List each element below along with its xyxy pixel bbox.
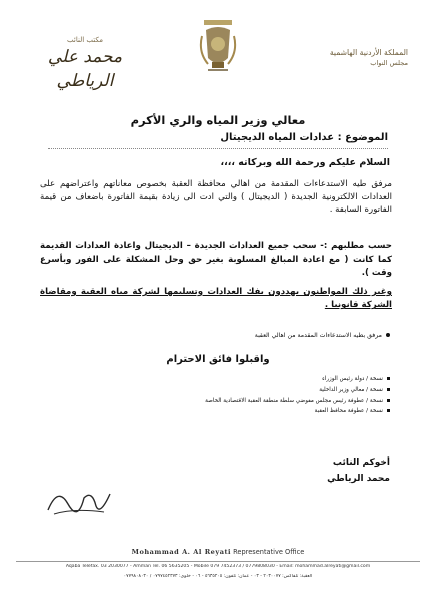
square-bullet-icon (387, 399, 390, 402)
letter-subject: الموضوع : عدادات المياه الديجيتال (220, 132, 388, 143)
letterhead-institution (298, 48, 408, 68)
kingdom-name: المملكة الأردنية الهاشمية (329, 48, 408, 57)
cc-item: نسخة / دولة رئيس الوزراء (205, 374, 390, 385)
cc-list (205, 374, 390, 417)
footer-divider (16, 561, 420, 562)
cc-item: نسخة / عطوفة محافظ العقبة (205, 406, 390, 417)
regards: واقبلوا فائق الاحترام (166, 354, 270, 365)
footer-office-name: Mohammad A. Al Reyati (131, 548, 232, 556)
footer-contact-arabic: العقبة: تلفاكس: ٢٠٣٠٠٧٧ - ٠٣ - عمان: تلفون: ٥٦٣٥٢٠٥ - ٠٦ - خلوي: ٠٧٩٧٤٥٢٣٧٣ / ٠٧٧٩٨٠٨٠٣٠ (123, 574, 313, 579)
letter-title: معالي وزير المياه والري الأكرم (130, 113, 306, 127)
footer-office (0, 548, 436, 556)
cc-item: نسخة / عطوفة رئيس مجلس مفوضي سلطة منطقة العقبة الاقتصادية الخاصة (205, 396, 390, 407)
cc-item: نسخة / معالي وزير الداخلية (205, 385, 390, 396)
square-bullet-icon (387, 409, 390, 412)
signer-name: محمد الرياطي (327, 474, 390, 484)
closing: أخوكم النائب (332, 458, 390, 468)
greeting: السلام عليكم ورحمة الله وبركاته ،،،، (220, 157, 390, 168)
enclosure-text: مرفق بطيه الاستدعاءات المقدمة من اهالي العقبة (254, 332, 382, 339)
square-bullet-icon (387, 388, 390, 391)
council-name: مجلس النواب (370, 59, 408, 67)
paragraph-1: مرفق طيه الاستدعاءات المقدمة من اهالي محافظة العقبة بخصوص معاناتهم واعتراضهم على العدادات الالكترونية الجديدة ( الديجيتال ) والتي ادت الى زيادة بقيمة الفاتورة باضعاف من قيمة الفاتورة السابقة . (40, 179, 392, 216)
enclosure-note (255, 332, 390, 339)
square-bullet-icon (387, 377, 390, 380)
paragraph-3: وغير ذلك المواطنون يهددون بفك العدادات وتسليمها لشركة مياه العقبة ومقاضاة الشركة قانونيا . (40, 287, 392, 311)
office-label: مكتب النائب (67, 36, 103, 44)
paragraph-2: حسب مطلبهم :- سحب جميع العدادات الجديدة – الديجيتال واعادة العدادات القديمة كما كانت ( مع اعادة المبالغ المسلوبة بغير حق وحل المشكلة على الفور وبأسرع وقت ). (40, 241, 392, 279)
letterhead-signature: محمد علي الرياطي (47, 47, 123, 91)
footer-office-title: Representative Office (233, 548, 305, 556)
subject-divider (48, 148, 388, 149)
bullet-icon (386, 333, 390, 337)
footer-contact-english: Aqaba Telefax. 03 2030077 - Amman Tel. 06 5635205 - Mobile 079 7452373 / 0779808030 - Email: mohammad.alreyati@gmail.com (65, 564, 371, 569)
handwritten-signature-icon (44, 480, 114, 520)
office-letterhead (30, 36, 140, 93)
jordan-emblem-icon (198, 18, 238, 76)
